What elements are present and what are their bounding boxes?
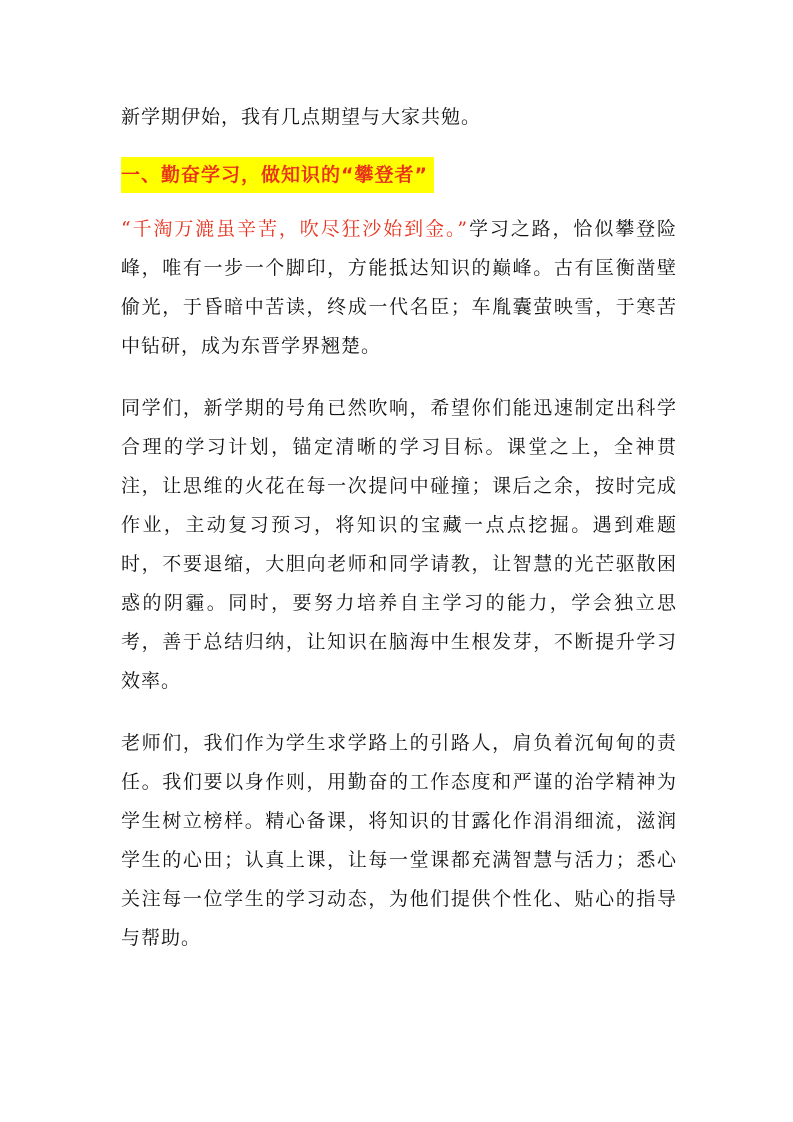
poem-quote: “千淘万漉虽辛苦，吹尽狂沙始到金。” bbox=[121, 218, 469, 240]
section-heading-wrapper bbox=[121, 157, 677, 193]
paragraph-students: 同学们，新学期的号角已然吹响，希望你们能迅速制定出科学合理的学习计划，锚定清晰的学习目标。课堂之上，全神贯注，让思维的火花在每一次提问中碰撞；课后之余，按时完成作业，主动复习预习，将知识的宝藏一点点挖掘。遇到难题时，不要退缩，大胆向老师和同学请教，让智慧的光芒驱散困惑的阴霾。同时，要努力培养自主学习的能力，学会独立思考，善于总结归纳，让知识在脑海中生根发芽，不断提升学习效率。 bbox=[121, 397, 677, 692]
paragraph-poem bbox=[121, 210, 677, 366]
section-heading: 一、勤奋学习，做知识的“攀登者” bbox=[121, 157, 434, 193]
document-body bbox=[121, 98, 677, 958]
paragraph-poem-text: 学习之路，恰似攀登险峰，唯有一步一个脚印，方能抵达知识的巅峰。古有匡衡凿壁偷光，于昏暗中苦读，终成一代名臣；车胤囊萤映雪，于寒苦中钻研，成为东晋学界翘楚。 bbox=[121, 218, 677, 357]
intro-paragraph: 新学期伊始，我有几点期望与大家共勉。 bbox=[121, 106, 482, 128]
paragraph-teachers: 老师们，我们作为学生求学路上的引路人，肩负着沉甸甸的责任。我们要以身作则，用勤奋的工作态度和严谨的治学精神为学生树立榜样。精心备课，将知识的甘露化作涓涓细流，滋润学生的心田；认真上课，让每一堂课都充满智慧与活力；悉心关注每一位学生的学习动态，为他们提供个性化、贴心的指导与帮助。 bbox=[121, 732, 677, 949]
